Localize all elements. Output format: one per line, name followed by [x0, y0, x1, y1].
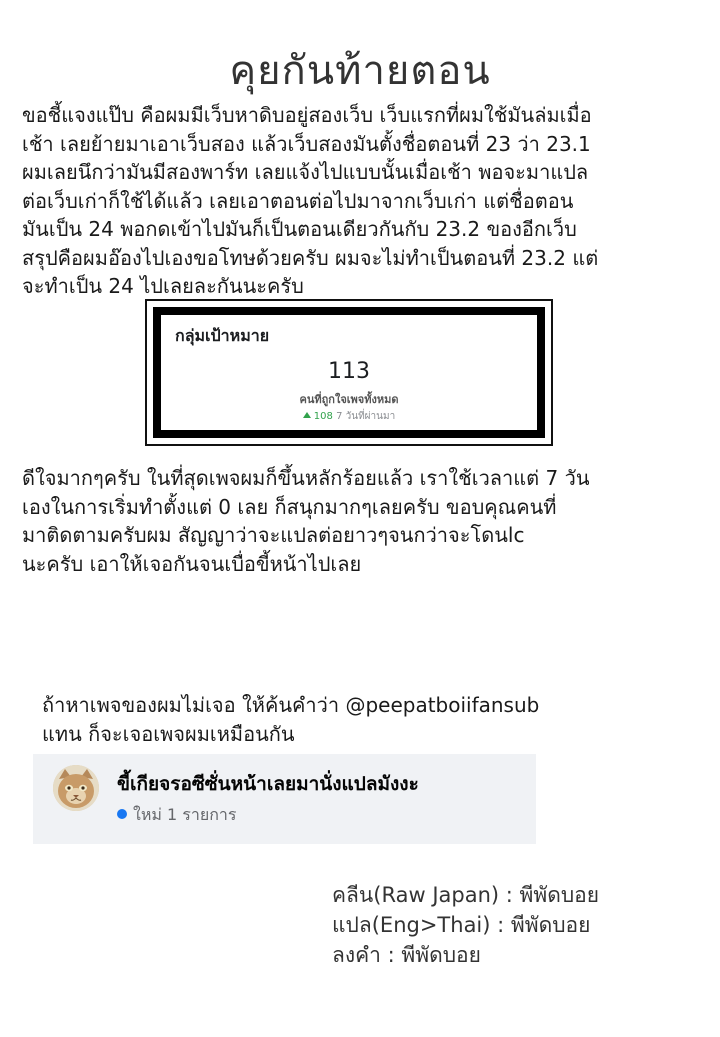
- intro-paragraph: [22, 101, 682, 301]
- intro-line: ต่อเว็บเก่าก็ใช้ได้แล้ว เลยเอาตอนต่อไปมาจากเว็บเก่า แต่ชื่อตอน: [22, 188, 574, 213]
- notification-subtitle: [117, 803, 236, 828]
- notification-page-name[interactable]: ขี้เกียจรอซีซั่นหน้าเลยมานั่งแปลมังงะ: [117, 773, 419, 795]
- page-title: คุยกันท้ายตอน: [229, 48, 491, 94]
- unread-dot-icon: [117, 809, 127, 819]
- credit-line: คลีน(Raw Japan) : พีพัดบอย: [332, 883, 600, 907]
- intro-line: เช้า เลยย้ายมาเอาเว็บสอง แล้วเว็บสองมันตั้งชื่อตอนที่ 23 ว่า 23.1: [22, 131, 591, 156]
- intro-line: จะทำเป็น 24 ไปเลยละกันนะครับ: [22, 274, 304, 298]
- thanks-line: มาติดตามครับผม สัญญาว่าจะแปลต่อยาวๆจนกว่าจะโดนlc: [22, 523, 525, 547]
- page-hint-paragraph: [42, 691, 682, 749]
- credit-line: แปล(Eng>Thai) : พีพัดบอย: [332, 913, 591, 937]
- notification-count: ใหม่ 1 รายการ: [133, 805, 237, 824]
- thanks-line: ดีใจมากๆครับ ในที่สุดเพจผมก็ขึ้นหลักร้อยแล้ว เราใช้เวลาแต่ 7 วัน: [22, 466, 590, 490]
- trend-value: 108: [313, 411, 333, 422]
- intro-line: ผมเลยนึกว่ามันมีสองพาร์ท เลยแจ้งไปแบบนั้นเมื่อเช้า พอจะมาแปล: [22, 160, 589, 184]
- intro-line: ขอชี้แจงแป๊บ คือผมมีเว็บหาดิบอยู่สองเว็บ เว็บแรกที่ผมใช้มันล่มเมื่อ: [22, 103, 592, 127]
- intro-line: สรุปคือผมอ๊องไปเองขอโทษด้วยครับ ผมจะไม่ทำเป็นตอนที่ 23.2 แต่: [22, 245, 599, 270]
- credits-block: [332, 880, 702, 970]
- thanks-paragraph: [22, 464, 682, 578]
- stats-total-likes: 113: [328, 359, 370, 384]
- page-hint-line: ถ้าหาเพจของผมไม่เจอ ให้ค้นคำว่า @peepatboiifansub: [42, 693, 540, 717]
- credit-line: ลงคำ : พีพัดบอย: [332, 943, 481, 967]
- avatar-cat-icon[interactable]: [53, 765, 99, 811]
- audience-stats-card: [145, 299, 553, 446]
- page-hint-line: แทน ก็จะเจอเพจผมเหมือนกัน: [42, 722, 295, 746]
- stats-heading: กลุ่มเป้าหมาย: [175, 326, 270, 345]
- thanks-line: เองในการเริ่มทำตั้งแต่ 0 เลย ก็สนุกมากๆเลยครับ ขอบคุณคนที่: [22, 494, 557, 519]
- trend-period: 7 วันที่ผ่านมา: [336, 411, 396, 422]
- intro-line: มันเป็น 24 พอกดเข้าไปมันก็เป็นตอนเดียวกันกับ 23.2 ของอีกเว็บ: [22, 217, 577, 241]
- thanks-line: นะครับ เอาให้เจอกันจนเบื่อขี้หน้าไปเลย: [22, 551, 362, 576]
- audience-stats-inner: [153, 307, 545, 438]
- stats-trend: [161, 409, 537, 424]
- page-notification-card[interactable]: [33, 754, 536, 844]
- arrow-up-icon: [303, 412, 311, 418]
- stats-caption: คนที่ถูกใจเพจทั้งหมด: [299, 393, 399, 406]
